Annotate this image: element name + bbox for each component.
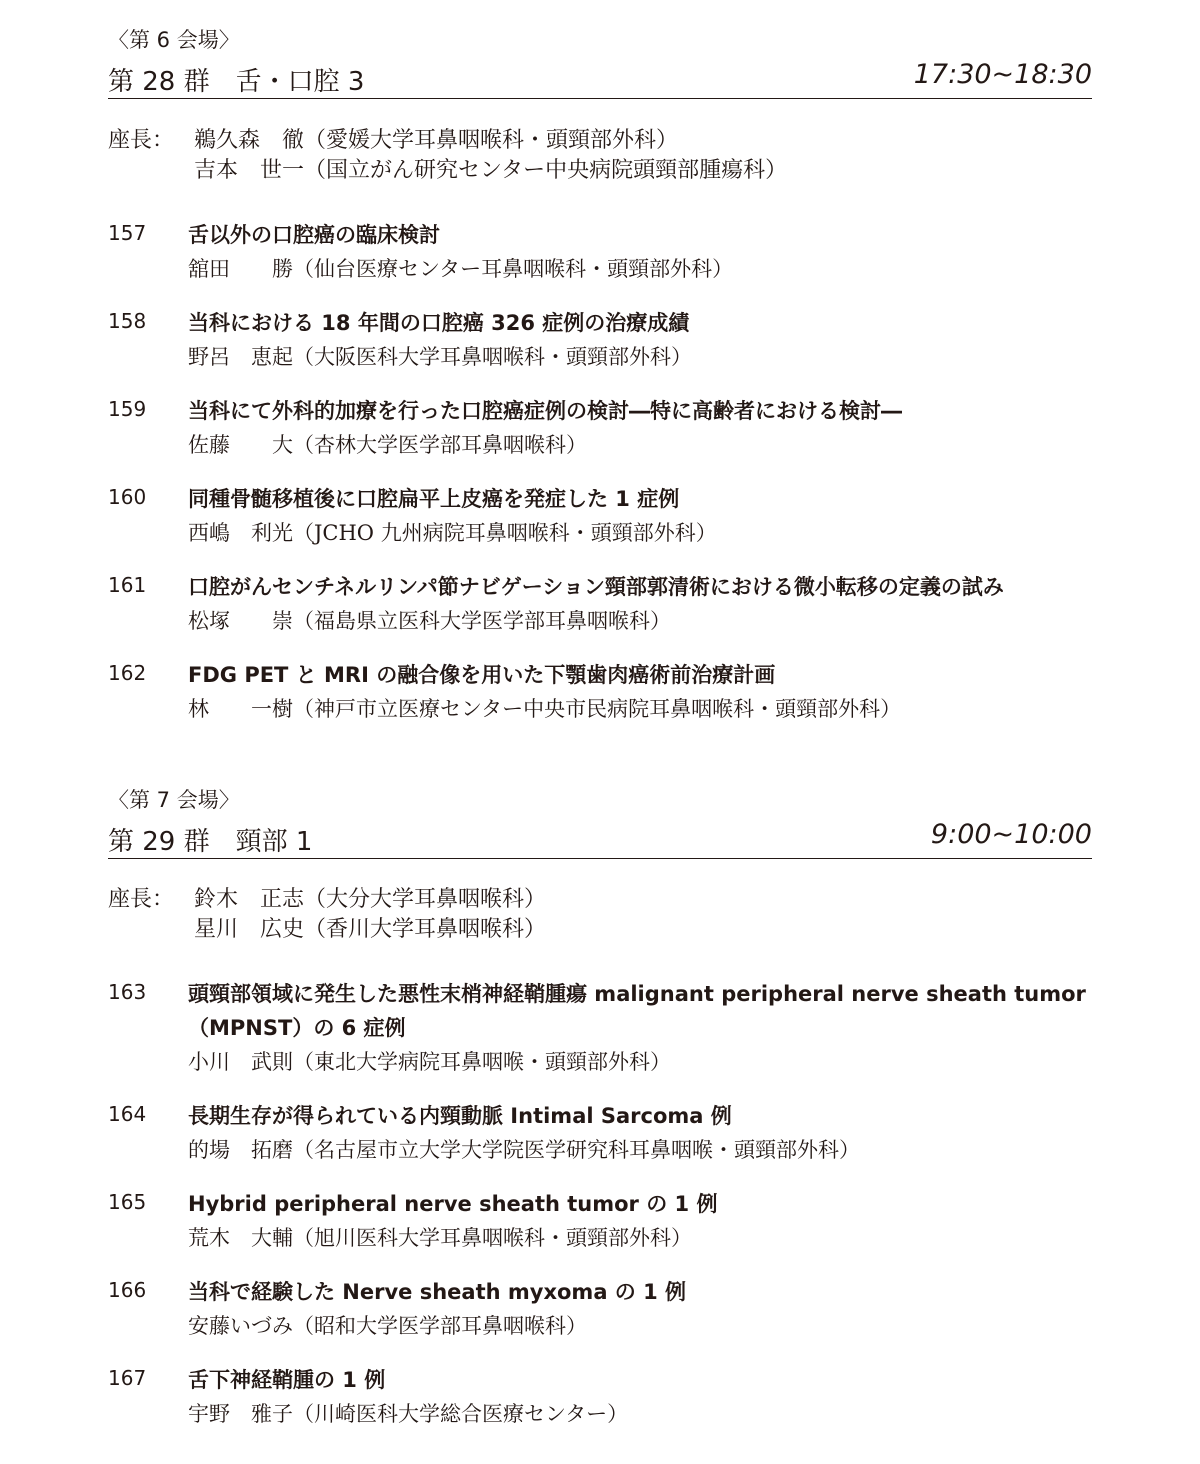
session-time: 17:30~18:30 — [913, 59, 1092, 90]
talk-number: 163 — [108, 980, 147, 1004]
talk-title: 当科における 18 年間の口腔癌 326 症例の治療成績 — [188, 311, 690, 335]
talk-title: 舌下神経鞘腫の 1 例 — [188, 1368, 386, 1392]
talk-title: 口腔がんセンチネルリンパ節ナビゲーション頸部郭清術における微小転移の定義の試み — [188, 575, 1004, 599]
talk-title: 舌以外の口腔癌の臨床検討 — [188, 223, 440, 247]
talk-author: 宇野 雅子（川崎医科大学総合医療センター） — [188, 1402, 629, 1426]
talk-author: 舘田 勝（仙台医療センター耳鼻咽喉科・頭頸部外科） — [188, 257, 734, 281]
talk-title: 頭頸部領域に発生した悪性末梢神経鞘腫瘍 malignant peripheral nerve sheath tumor — [188, 982, 1086, 1006]
chair-name: 吉本 世一（国立がん研究センター中央病院頭頸部腫瘍科） — [194, 158, 788, 183]
talk-title: 当科にて外科的加療を行った口腔癌症例の検討―特に高齢者における検討― — [188, 399, 902, 423]
chair-name: 鵜久森 徹（愛媛大学耳鼻咽喉科・頭頸部外科） — [194, 128, 679, 153]
talk-author: 安藤いづみ（昭和大学医学部耳鼻咽喉科） — [188, 1314, 587, 1338]
talk-author: 林 一樹（神戸市立医療センター中央市民病院耳鼻咽喉科・頭頸部外科） — [188, 697, 902, 721]
group-title: 第 29 群 頸部 1 — [108, 827, 313, 857]
talk-author: 佐藤 大（杏林大学医学部耳鼻咽喉科） — [188, 433, 587, 457]
talk-number: 160 — [108, 485, 147, 509]
talk-number: 161 — [108, 573, 147, 597]
talk-title: FDG PET と MRI の融合像を用いた下顎歯肉癌術前治療計画 — [188, 663, 776, 687]
talk-number: 165 — [108, 1190, 147, 1214]
header-rule — [108, 98, 1092, 99]
chair-name: 鈴木 正志（大分大学耳鼻咽喉科） — [194, 887, 547, 912]
talk-number: 166 — [108, 1278, 147, 1302]
chair-label: 座長： — [108, 128, 175, 153]
talk-author: 小川 武則（東北大学病院耳鼻咽喉・頭頸部外科） — [188, 1050, 671, 1074]
talk-title: 当科で経験した Nerve sheath myxoma の 1 例 — [188, 1280, 687, 1304]
talk-number: 162 — [108, 661, 147, 685]
group-title: 第 28 群 舌・口腔 3 — [108, 67, 365, 97]
chair-name: 星川 広史（香川大学耳鼻咽喉科） — [194, 917, 547, 942]
session-time: 9:00~10:00 — [930, 819, 1092, 850]
header-rule — [108, 858, 1092, 859]
talk-number: 167 — [108, 1366, 147, 1390]
talk-author: 的場 拓磨（名古屋市立大学大学院医学研究科耳鼻咽喉・頭頸部外科） — [188, 1138, 860, 1162]
talk-author: 西嶋 利光（JCHO 九州病院耳鼻咽喉科・頭頸部外科） — [188, 521, 717, 545]
venue-label: 〈第 7 会場〉 — [108, 788, 240, 812]
talk-title: Hybrid peripheral nerve sheath tumor の 1 例 — [188, 1192, 718, 1216]
talk-title-continued: （MPNST）の 6 症例 — [188, 1016, 406, 1040]
talk-title: 長期生存が得られている内頸動脈 Intimal Sarcoma 例 — [188, 1104, 732, 1128]
talk-number: 164 — [108, 1102, 147, 1126]
chair-label: 座長： — [108, 887, 175, 912]
talk-number: 157 — [108, 221, 147, 245]
venue-label: 〈第 6 会場〉 — [108, 28, 240, 52]
talk-author: 野呂 恵起（大阪医科大学耳鼻咽喉科・頭頸部外科） — [188, 345, 692, 369]
talk-number: 159 — [108, 397, 147, 421]
talk-number: 158 — [108, 309, 147, 333]
talk-author: 松塚 崇（福島県立医科大学医学部耳鼻咽喉科） — [188, 609, 671, 633]
talk-author: 荒木 大輔（旭川医科大学耳鼻咽喉科・頭頸部外科） — [188, 1226, 692, 1250]
talk-title: 同種骨髄移植後に口腔扁平上皮癌を発症した 1 症例 — [188, 487, 680, 511]
